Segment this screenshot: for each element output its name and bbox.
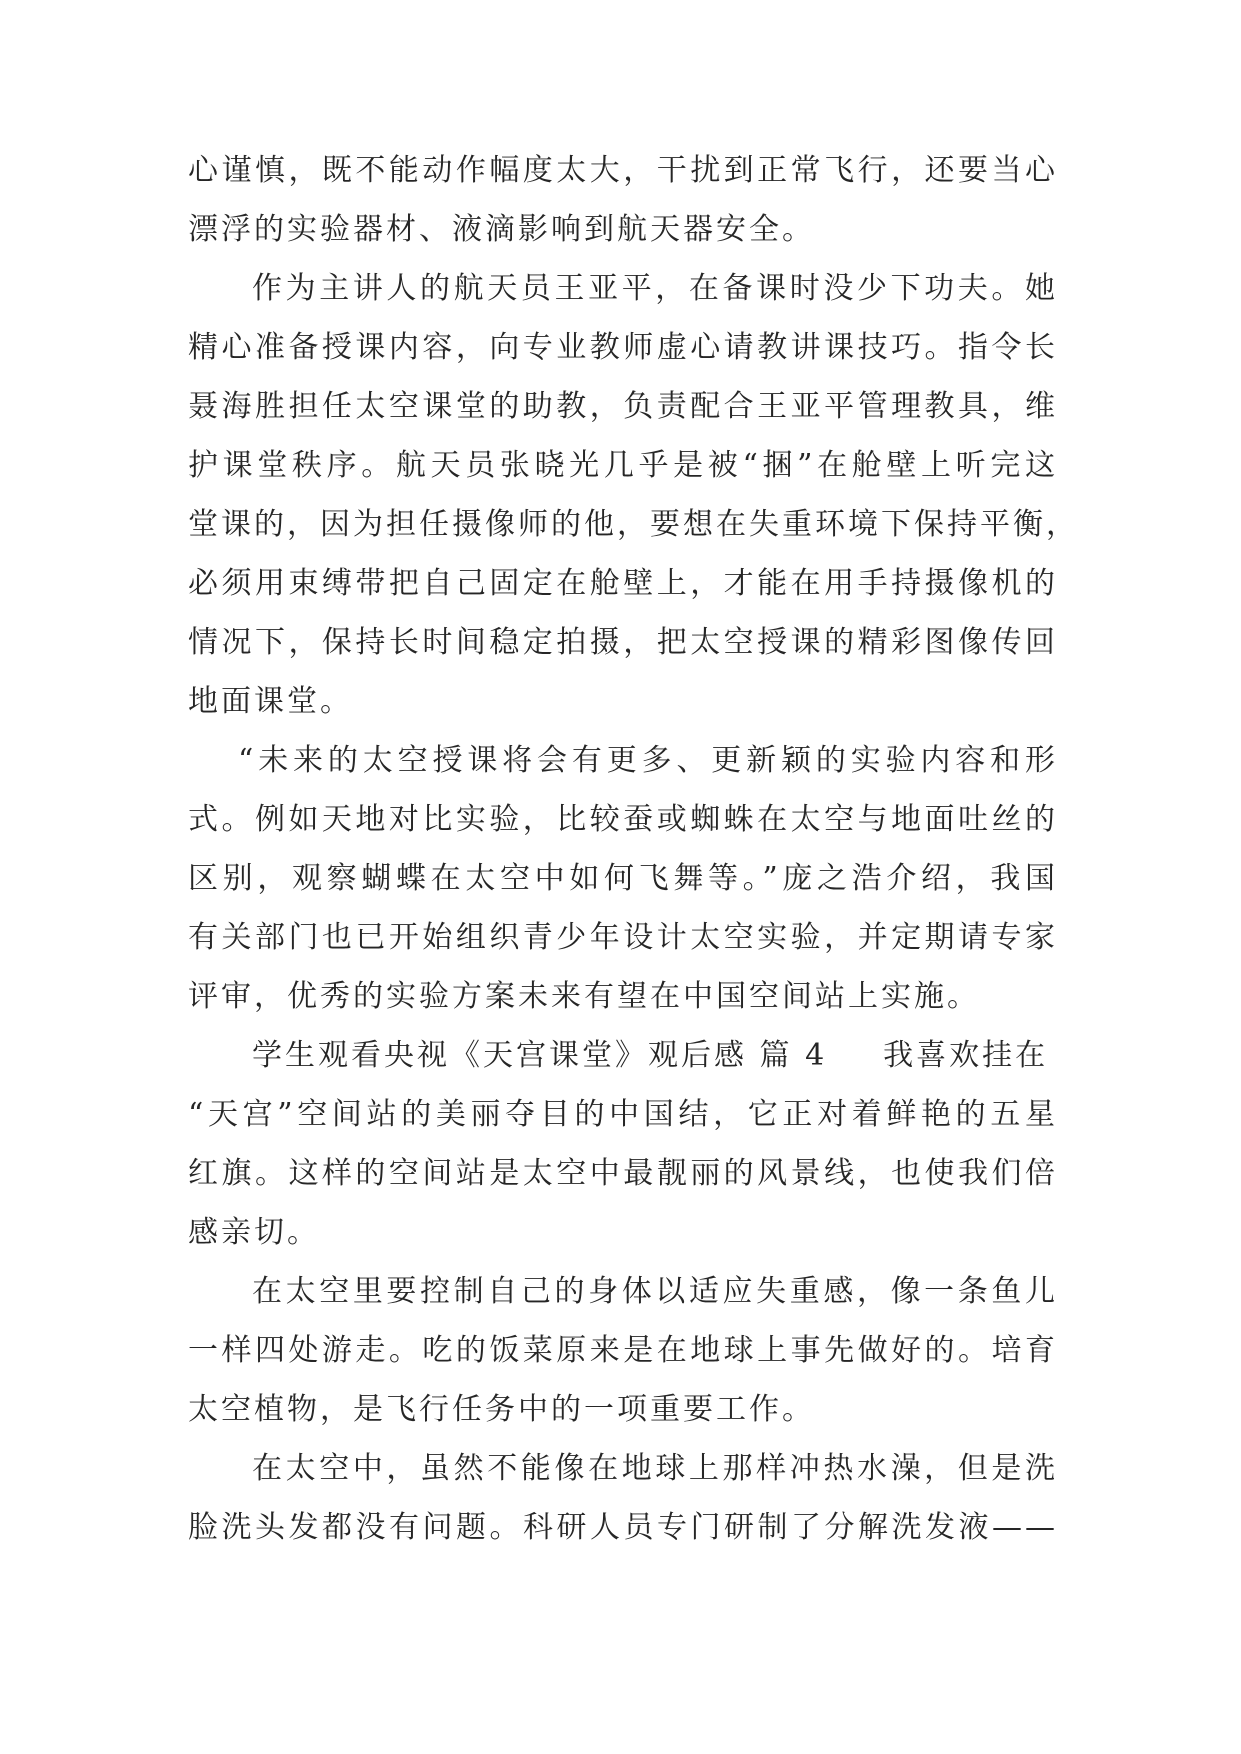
- text-line: 一样四处游走。吃的饭菜原来是在地球上事先做好的。培育: [188, 1333, 1058, 1368]
- text-line: 式。例如天地对比实验，比较蚕或蜘蛛在太空与地面吐丝的: [188, 802, 1058, 837]
- text-fragment: 我喜欢挂在: [883, 1038, 1049, 1073]
- text-line: 地面课堂。: [188, 684, 353, 719]
- text-line: 聂海胜担任太空课堂的助教，负责配合王亚平管理教具，维: [188, 389, 1058, 424]
- text-line: 评审，优秀的实验方案未来有望在中国空间站上实施。: [188, 979, 980, 1014]
- text-line: 护课堂秩序。航天员张晓光几乎是被“捆”在舱壁上听完这: [188, 448, 1058, 483]
- text-line: 堂课的，因为担任摄像师的他，要想在失重环境下保持平衡，: [188, 507, 1079, 542]
- text-line: 情况下，保持长时间稳定拍摄，把太空授课的精彩图像传回: [188, 625, 1058, 660]
- text-line: 精心准备授课内容，向专业教师虚心请教讲课技巧。指令长: [188, 330, 1058, 365]
- text-line: 必须用束缚带把自己固定在舱壁上，才能在用手持摄像机的: [188, 566, 1058, 601]
- paragraph-first-line: “未来的太空授课将会有更多、更新颖的实验内容和形: [238, 743, 1058, 778]
- text-line: 太空植物，是飞行任务中的一项重要工作。: [188, 1392, 815, 1427]
- text-line: 有关部门也已开始组织青少年设计太空实验，并定期请专家: [188, 920, 1058, 955]
- paragraph-first-line: 作为主讲人的航天员王亚平，在备课时没少下功夫。她: [252, 271, 1058, 306]
- text-line: “天宫”空间站的美丽夺目的中国结，它正对着鲜艳的五星: [188, 1097, 1058, 1132]
- text-line: 区别，观察蝴蝶在太空中如何飞舞等。”庞之浩介绍，我国: [188, 861, 1058, 896]
- text-line: 漂浮的实验器材、液滴影响到航天器安全。: [188, 212, 815, 247]
- section-heading: 学生观看央视《天宫课堂》观后感 篇 4: [252, 1038, 828, 1073]
- body-text: [188, 141, 1079, 1557]
- text-line: 心谨慎，既不能动作幅度太大，干扰到正常飞行，还要当心: [188, 153, 1058, 188]
- section-heading-line: [188, 1026, 1058, 1085]
- text-line: 红旗。这样的空间站是太空中最靓丽的风景线，也使我们倍: [188, 1156, 1058, 1191]
- paragraph-first-line: 在太空中，虽然不能像在地球上那样冲热水澡，但是洗: [252, 1451, 1058, 1486]
- text-line: 脸洗头发都没有问题。科研人员专门研制了分解洗发液——: [188, 1510, 1058, 1545]
- paragraph-first-line: 在太空里要控制自己的身体以适应失重感，像一条鱼儿: [252, 1274, 1058, 1309]
- text-line: 感亲切。: [188, 1215, 320, 1250]
